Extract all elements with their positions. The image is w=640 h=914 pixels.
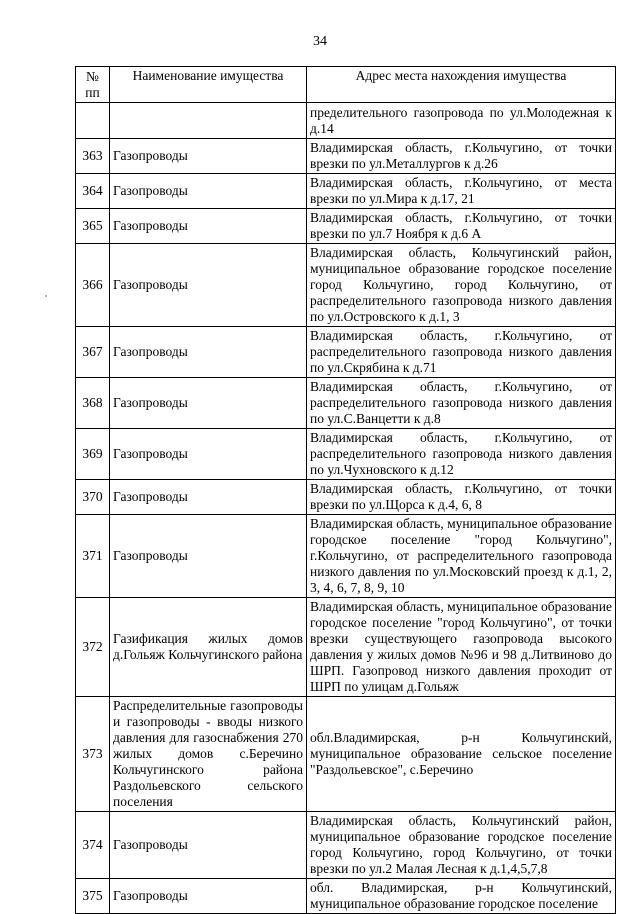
row-name: Газопроводы: [110, 812, 307, 879]
table-row: [76, 429, 616, 480]
row-number: 366: [76, 244, 110, 327]
row-address: Владимирская область, муниципальное образование городское поселение "город Кольчугино", г.Кольчугино, от распределительного газопровода низкого давления по ул.Московский проезд к д.1, 2, 3, 4, 6, 7, 8, 9, 10: [307, 515, 616, 598]
header-name: Наименование имущества: [110, 67, 307, 103]
row-name: Газопроводы: [110, 174, 307, 209]
row-number: 374: [76, 812, 110, 879]
row-number: 373: [76, 697, 110, 812]
table-row: [76, 598, 616, 697]
row-name: Газопроводы: [110, 209, 307, 244]
table-row: [76, 244, 616, 327]
row-address: Владимирская область, г.Кольчугино, от точки врезки по ул.7 Ноября к д.6 А: [307, 209, 616, 244]
row-name: Распределительные газопроводы и газопроводы - вводы низкого давления для газоснабжения 270 жилых домов с.Беречино Кольчугинского района Раздольевского сельского поселения: [110, 697, 307, 812]
table-row: [76, 879, 616, 914]
row-number: 369: [76, 429, 110, 480]
row-address: Владимирская область, г.Кольчугино, от распределительного газопровода низкого давления по ул.С.Ванцетти к д.8: [307, 378, 616, 429]
row-number: 370: [76, 480, 110, 515]
row-name: Газопроводы: [110, 429, 307, 480]
row-number: 371: [76, 515, 110, 598]
scan-speck: [45, 295, 47, 297]
row-address: обл.Владимирская, р-н Кольчугинский, муниципальное образование сельское поселение "Раздольевское", с.Беречино: [307, 697, 616, 812]
row-address: Владимирская область, г.Кольчугино, от точки врезки по ул.Щорса к д.4, 6, 8: [307, 480, 616, 515]
table-row: [76, 174, 616, 209]
table-header-row: [76, 67, 616, 103]
table-row: [76, 697, 616, 812]
row-name: [110, 103, 307, 139]
table-row: [76, 378, 616, 429]
row-name: Газопроводы: [110, 378, 307, 429]
row-name: Газопроводы: [110, 515, 307, 598]
row-name: Газопроводы: [110, 244, 307, 327]
table-row: [76, 327, 616, 378]
row-number: 365: [76, 209, 110, 244]
row-name: Газификация жилых домов д.Гольяж Кольчугинского района: [110, 598, 307, 697]
row-number: [76, 103, 110, 139]
table-row: [76, 139, 616, 174]
table-row: [76, 515, 616, 598]
table-row: [76, 209, 616, 244]
row-number: 368: [76, 378, 110, 429]
row-number: 363: [76, 139, 110, 174]
header-number: № пп: [76, 67, 110, 103]
table-row: [76, 812, 616, 879]
row-address: Владимирская область, Кольчугинский район, муниципальное образование городское поселение город Кольчугино, город Кольчугино, от распределительного газопровода низкого давления по ул.Островского к д.1, 3: [307, 244, 616, 327]
row-address: пределительного газопровода по ул.Молодежная к д.14: [307, 103, 616, 139]
row-number: 372: [76, 598, 110, 697]
row-name: Газопроводы: [110, 139, 307, 174]
row-number: 367: [76, 327, 110, 378]
row-address: Владимирская область, г.Кольчугино, от места врезки по ул.Мира к д.17, 21: [307, 174, 616, 209]
row-name: Газопроводы: [110, 480, 307, 515]
row-address: Владимирская область, г.Кольчугино, от точки врезки по ул.Металлургов к д.26: [307, 139, 616, 174]
row-address: Владимирская область, муниципальное образование городское поселение "город Кольчугино", от точки врезки существующего газопровода высокого давления у жилых домов №96 и 98 д.Литвиново до ШРП. Газопровод низкого давления проходит от ШРП по улицам д.Гольяж: [307, 598, 616, 697]
row-address: обл. Владимирская, р-н Кольчугинский, муниципальное образование городское поселение: [307, 879, 616, 914]
row-address: Владимирская область, г.Кольчугино, от распределительного газопровода низкого давления по ул.Скрябина к д.71: [307, 327, 616, 378]
row-name: Газопроводы: [110, 879, 307, 914]
page-number: 34: [313, 34, 327, 49]
property-table: [75, 66, 616, 914]
row-address: Владимирская область, Кольчугинский район, муниципальное образование городское поселение город Кольчугино, город Кольчугино, от точки врезки по ул.2 Малая Лесная к д.1,4,5,7,8: [307, 812, 616, 879]
table-row: [76, 103, 616, 139]
header-address: Адрес места нахождения имущества: [307, 67, 616, 103]
row-name: Газопроводы: [110, 327, 307, 378]
row-number: 364: [76, 174, 110, 209]
table-row: [76, 480, 616, 515]
row-address: Владимирская область, г.Кольчугино, от распределительного газопровода низкого давления по ул.Чухновского к д.12: [307, 429, 616, 480]
row-number: 375: [76, 879, 110, 914]
